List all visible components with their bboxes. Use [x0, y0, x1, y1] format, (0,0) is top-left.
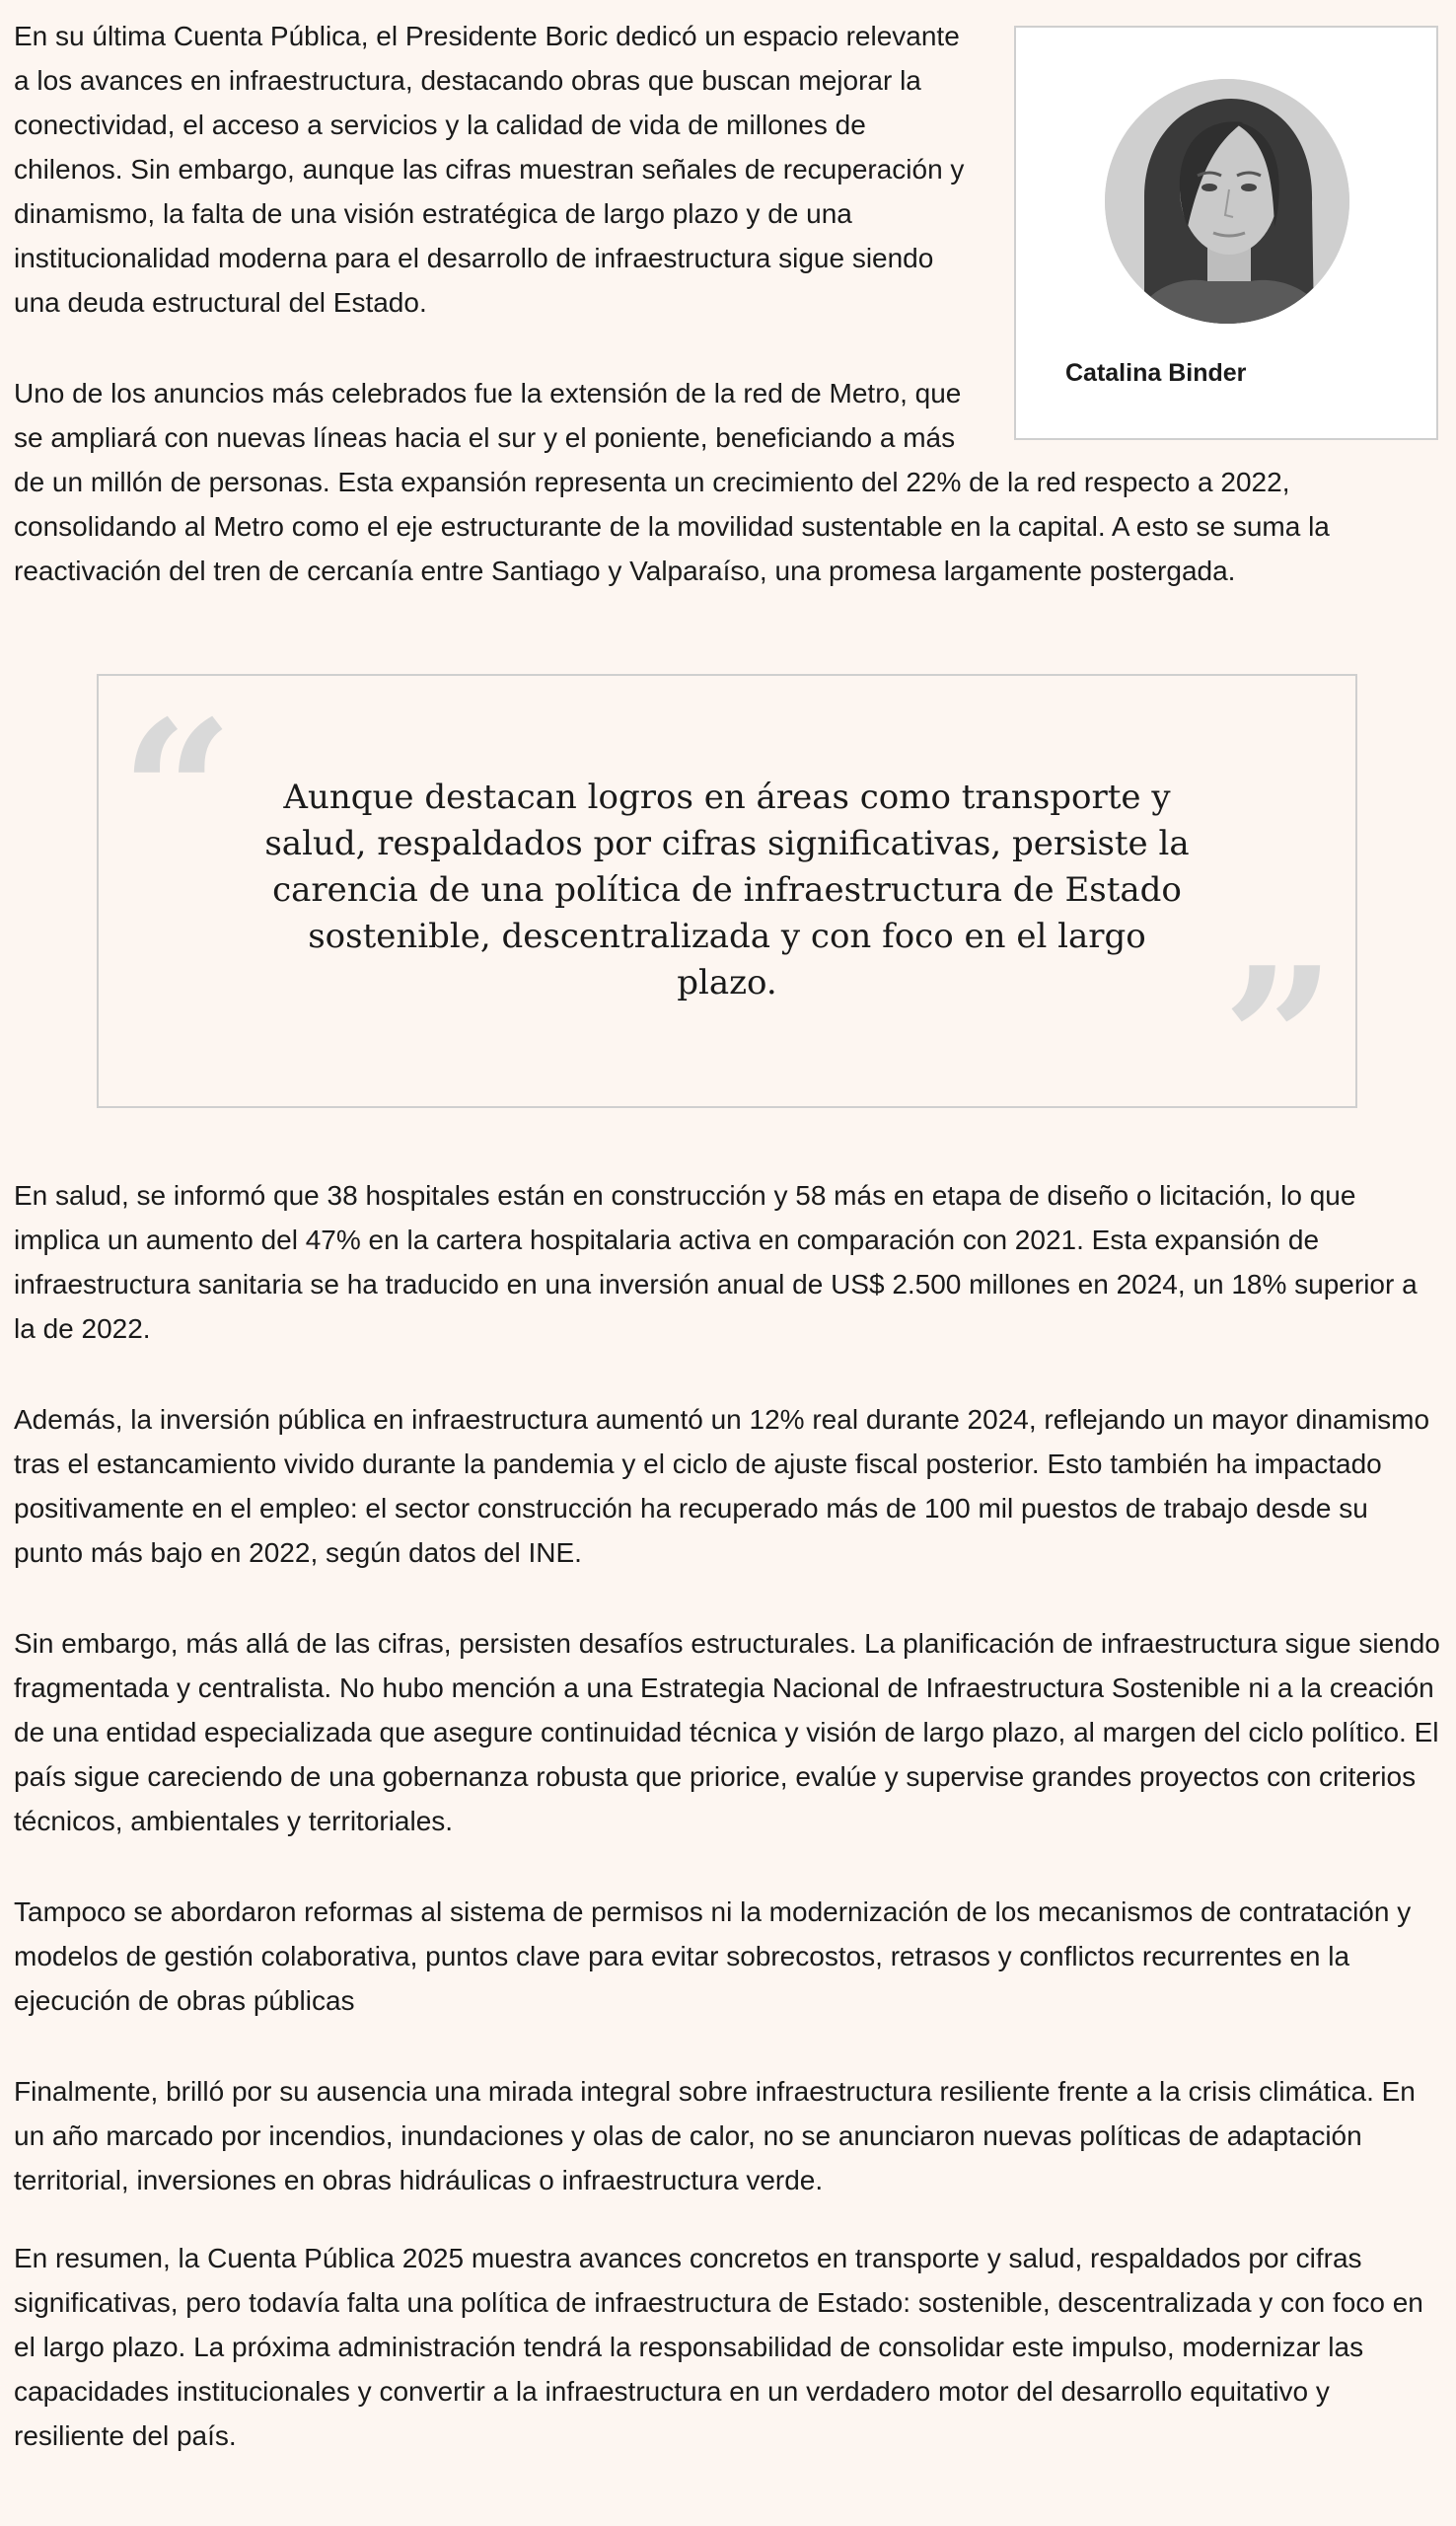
- author-card: [1014, 26, 1438, 440]
- paragraph-challenges: Sin embargo, más allá de las cifras, persisten desafíos estructurales. La planificación de infraestructura sigue siendo fragmentada y centralista. No hubo mención a una Estrategia Nacional de Infraestructura Sostenible ni a la creación de una entidad especializada que asegure continuidad técnica y visión de largo plazo, al margen del ciclo político. El país sigue careciendo de una gobernanza robusta que priorice, evalúe y supervise grandes proyectos con criterios técnicos, ambientales y territoriales.: [14, 1628, 1440, 1836]
- paragraph-investment: Además, la inversión pública en infraestructura aumentó un 12% real durante 2024, reflejando un mayor dinamismo tras el estancamiento vivido durante la pandemia y el ciclo de ajuste fiscal posterior. Esto también ha impactado positivamente en el empleo: el sector construcción ha recuperado más de 100 mil puestos de trabajo desde su punto más bajo en 2022, según datos del INE.: [14, 1404, 1430, 1568]
- paragraph-summary: En resumen, la Cuenta Pública 2025 muestra avances concretos en transporte y salud, respaldados por cifras significativas, pero todavía falta una política de infraestructura de Estado: sostenible, descentralizada y con foco en el largo plazo. La próxima administración tendrá la responsabilidad de consolidar este impulso, modernizar las capacidades institucionales y convertir a la infraestructura en un verdadero motor del desarrollo equitativo y resiliente del país.: [14, 2243, 1423, 2451]
- paragraph-permits: Tampoco se abordaron reformas al sistema de permisos ni la modernización de los mecanismos de contratación y modelos de gestión colaborativa, puntos clave para evitar sobrecostos, retrasos y conflictos recurrentes en la ejecución de obras públicas: [14, 1896, 1412, 2016]
- pullquote: [97, 674, 1357, 1156]
- avatar: [1105, 79, 1349, 324]
- open-quote-icon: “: [120, 678, 235, 910]
- author-portrait-icon: [1105, 79, 1349, 324]
- paragraph-health: En salud, se informó que 38 hospitales están en construcción y 58 más en etapa de diseño o licitación, lo que implica un aumento del 47% en la cartera hospitalaria activa en comparación con 2021. Esta expansión de infraestructura sanitaria se ha traducido en una inversión anual de US$ 2.500 millones en 2024, un 18% superior a la de 2022.: [14, 1180, 1418, 1344]
- paragraph-intro: En su última Cuenta Pública, el Presidente Boric dedicó un espacio relevante a los avances en infraestructura, destacando obras que buscan mejorar la conectividad, el acceso a servicios y la calidad de vida de millones de chilenos. Sin embargo, aunque las cifras muestran señales de recuperación y dinamismo, la falta de una visión estratégica de largo plazo y de una institucionalidad moderna para el desarrollo de infraestructura sigue siendo una deuda estructural del Estado.: [14, 21, 965, 318]
- author-name: Catalina Binder: [1065, 359, 1247, 387]
- paragraph-climate: Finalmente, brilló por su ausencia una mirada integral sobre infraestructura resiliente frente a la crisis climática. En un año marcado por incendios, inundaciones y olas de calor, no se anunciaron nuevas políticas de adaptación territorial, inversiones en obras hidráulicas o infraestructura verde.: [14, 2076, 1416, 2195]
- pullquote-text: Aunque destacan logros en áreas como transporte y salud, respaldados por cifras significativas, persiste la carencia de una política de infraestructura de Estado sostenible, descentralizada y con foco en el largo plazo.: [264, 778, 1190, 1003]
- paragraph-metro: Uno de los anuncios más celebrados fue la extensión de la red de Metro, que se ampliará con nuevas líneas hacia el sur y el poniente, beneficiando a más de un millón de personas. Esta expansión representa un crecimiento del 22% de la red respecto a 2022, consolidando al Metro como el eje estructurante de la movilidad sustentable en la capital. A esto se suma la reactivación del tren de cercanía entre Santiago y Valparaíso, una promesa largamente postergada.: [14, 378, 1330, 586]
- close-quote-icon: ”: [1221, 925, 1336, 1156]
